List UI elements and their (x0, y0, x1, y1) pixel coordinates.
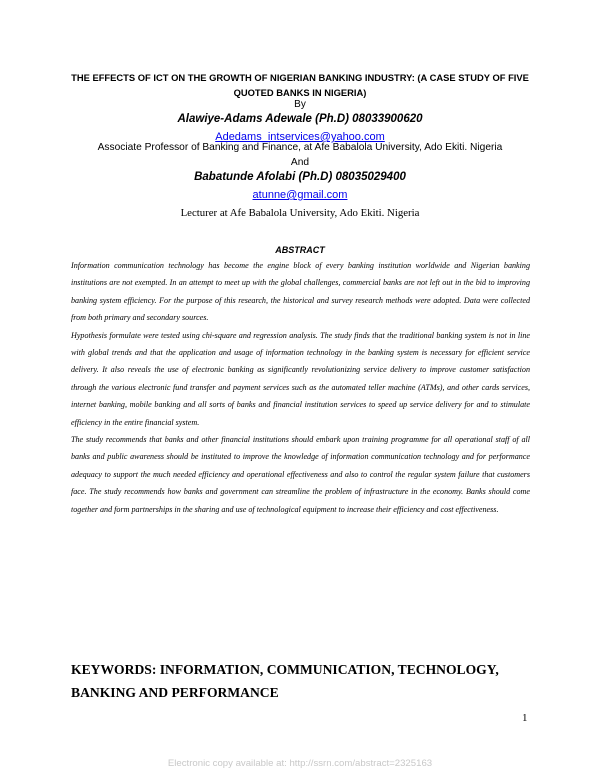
abstract-paragraph: Information communication technology has become the engine block of every banking institution worldwide and Nigerian banking institutions are not exempted. In an attempt to meet up with the global challenges, commercial banks are not left out in the bid to improving banking system efficiency. For the purpose of this research, the historical and survey research methods were adopted. Data were collected from both primary and secondary sources. (71, 261, 530, 323)
abstract-body (71, 257, 530, 518)
author1-affiliation: Associate Professor of Banking and Finance, at Afe Babalola University, Ado Ekiti. Nigeria (97, 142, 503, 153)
author2-email-link[interactable]: atunne@gmail.com (252, 189, 348, 201)
author1-name: Alawiye-Adams Adewale (Ph.D) 08033900620 (177, 113, 423, 125)
ssrn-footer: Electronic copy available at: http://ssrn.com/abstract=2325163 (167, 758, 433, 769)
abstract-paragraph: The study recommends that banks and other financial institutions should embark upon training programme for all operational staff of all banks and public awareness should be instituted to improve the knowledge of information communication technology and for performance adequacy to support the much needed efficiency and operational effectiveness and also to control the regular system failure that customers face. The study recommends how banks and government can streamline the problem of infrastructure in the economy. Banks should come together and form partnerships in the sharing and use of technological equipment to increase their efficiency and cost effectiveness. (71, 435, 530, 514)
author2-affiliation: Lecturer at Afe Babalola University, Ado Ekiti. Nigeria (180, 207, 420, 219)
and-line: And (290, 157, 310, 168)
by-line: By (294, 99, 306, 110)
abstract-paragraph: Hypothesis formulate were tested using chi-square and regression analysis. The study finds that the traditional banking system is not in line with global trends and that the application and usage of information technology in the banking system is necessary for efficient service delivery. It also reveals the use of electronic banking as significantly revolutionizing service delivery to improve customer satisfaction through the various electronic fund transfer and payment services such as the automated teller machine (ATMs), and other cards services, internet banking, mobile banking and all sorts of banks and financial institution services to speed up service delivery for and to stimulate efficiency in the entire financial system. (71, 330, 530, 427)
author1-email-link[interactable]: Adedams_intservices@yahoo.com (215, 131, 385, 143)
author2-name: Babatunde Afolabi (Ph.D) 08035029400 (194, 171, 406, 183)
paper-title: THE EFFECTS OF ICT ON THE GROWTH OF NIGERIAN BANKING INDUSTRY: (A CASE STUDY OF FIVE QUOTED BANKS IN NIGERIA) (71, 72, 529, 98)
abstract-heading: ABSTRACT (275, 245, 325, 255)
keywords: KEYWORDS: INFORMATION, COMMUNICATION, TECHNOLOGY, BANKING AND PERFORMANCE (71, 662, 499, 700)
page-number: 1 (522, 712, 528, 724)
